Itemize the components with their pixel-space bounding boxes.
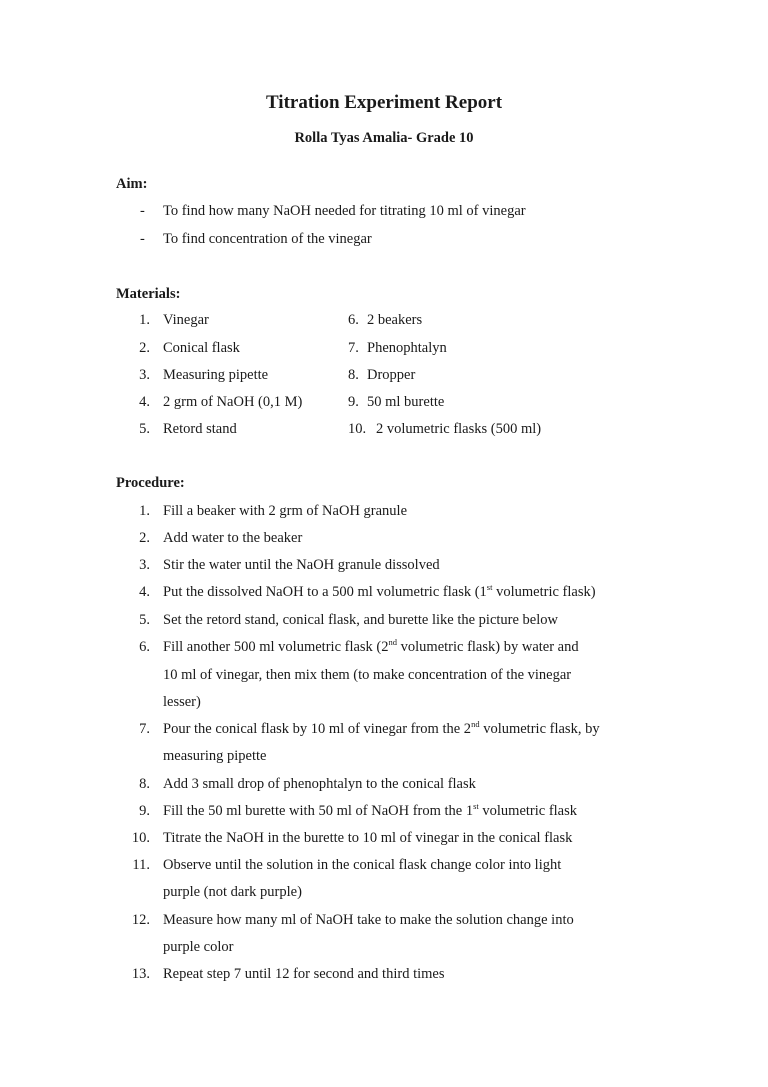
- step-text-part: Pour the conical flask by 10 ml of vinegar from the 2: [163, 721, 472, 737]
- list-number: 5.: [139, 612, 150, 628]
- step-continuation: purple (not dark purple): [163, 884, 302, 900]
- list-number: 4.: [139, 394, 150, 410]
- step-continuation: 10 ml of vinegar, then mix them (to make concentration of the vinegar: [163, 667, 572, 683]
- step-continuation: measuring pipette: [163, 748, 267, 764]
- step-text: [163, 803, 577, 820]
- step-text: [163, 639, 579, 656]
- step-text-part: volumetric flask): [492, 584, 596, 600]
- author-line: Rolla Tyas Amalia- Grade 10: [294, 130, 474, 146]
- procedure-heading: Procedure:: [116, 475, 185, 491]
- list-number: 4.: [139, 584, 150, 600]
- step-text: Repeat step 7 until 12 for second and third times: [163, 966, 445, 982]
- step-text: [163, 721, 600, 738]
- bullet-dash: -: [140, 231, 145, 247]
- material-item: Conical flask: [163, 340, 240, 356]
- list-number: 3.: [139, 557, 150, 573]
- step-text-part: Fill another 500 ml volumetric flask (2: [163, 639, 389, 655]
- list-number: 7.: [348, 340, 359, 356]
- material-item: Retord stand: [163, 421, 237, 437]
- step-text: Observe until the solution in the conical flask change color into light: [163, 857, 562, 873]
- list-number: 9.: [348, 394, 359, 410]
- material-item: Measuring pipette: [163, 367, 269, 383]
- list-number: 7.: [139, 721, 150, 737]
- ordinal-superscript: st: [486, 582, 493, 592]
- aim-item-text: To find concentration of the vinegar: [163, 231, 372, 247]
- list-number: 3.: [139, 367, 150, 383]
- step-text: Measure how many ml of NaOH take to make the solution change into: [163, 912, 574, 928]
- list-number: 11.: [132, 857, 150, 873]
- material-item: Phenophtalyn: [367, 340, 447, 356]
- step-text-part: volumetric flask, by: [479, 721, 600, 737]
- step-text: Add water to the beaker: [163, 530, 303, 546]
- list-number: 8.: [348, 367, 359, 383]
- ordinal-superscript: nd: [388, 637, 398, 647]
- step-text-part: Fill the 50 ml burette with 50 ml of NaOH from the 1: [163, 803, 474, 819]
- step-text-part: Put the dissolved NaOH to a 500 ml volumetric flask (1: [163, 584, 487, 600]
- step-continuation: lesser): [163, 694, 201, 710]
- list-number: 6.: [348, 312, 359, 328]
- step-text: Set the retord stand, conical flask, and burette like the picture below: [163, 612, 558, 628]
- material-item: 2 grm of NaOH (0,1 M): [163, 394, 303, 410]
- step-text: [163, 584, 596, 601]
- material-item: Dropper: [367, 367, 416, 383]
- list-number: 10.: [131, 830, 150, 846]
- list-number: 2.: [139, 340, 150, 356]
- list-number: 13.: [131, 966, 150, 982]
- list-number: 1.: [139, 503, 150, 519]
- step-text: Titrate the NaOH in the burette to 10 ml of vinegar in the conical flask: [163, 830, 573, 846]
- list-number: 8.: [139, 776, 150, 792]
- step-continuation: purple color: [163, 939, 234, 955]
- bullet-dash: -: [140, 203, 145, 219]
- step-text: Add 3 small drop of phenophtalyn to the conical flask: [163, 776, 476, 792]
- step-text-part: volumetric flask) by water and: [397, 639, 579, 655]
- ordinal-superscript: nd: [471, 719, 480, 729]
- list-number: 6.: [139, 639, 150, 655]
- list-number: 9.: [139, 803, 150, 819]
- step-text: Stir the water until the NaOH granule dissolved: [163, 557, 440, 573]
- aim-item-text: To find how many NaOH needed for titrating 10 ml of vinegar: [163, 203, 526, 219]
- aim-heading: Aim:: [116, 176, 148, 192]
- material-item: 2 beakers: [367, 312, 423, 328]
- material-item: Vinegar: [163, 312, 209, 328]
- material-item: 50 ml burette: [367, 394, 445, 410]
- list-number: 1.: [139, 312, 150, 328]
- step-text: Fill a beaker with 2 grm of NaOH granule: [163, 503, 408, 519]
- list-number: 10.: [348, 421, 367, 437]
- step-text-part: volumetric flask: [478, 803, 578, 819]
- list-number: 2.: [139, 530, 150, 546]
- materials-heading: Materials:: [116, 286, 181, 302]
- ordinal-superscript: st: [473, 801, 479, 811]
- list-number: 5.: [139, 421, 150, 437]
- report-title: Titration Experiment Report: [265, 92, 503, 113]
- list-number: 12.: [131, 912, 150, 928]
- material-item: 2 volumetric flasks (500 ml): [376, 421, 542, 437]
